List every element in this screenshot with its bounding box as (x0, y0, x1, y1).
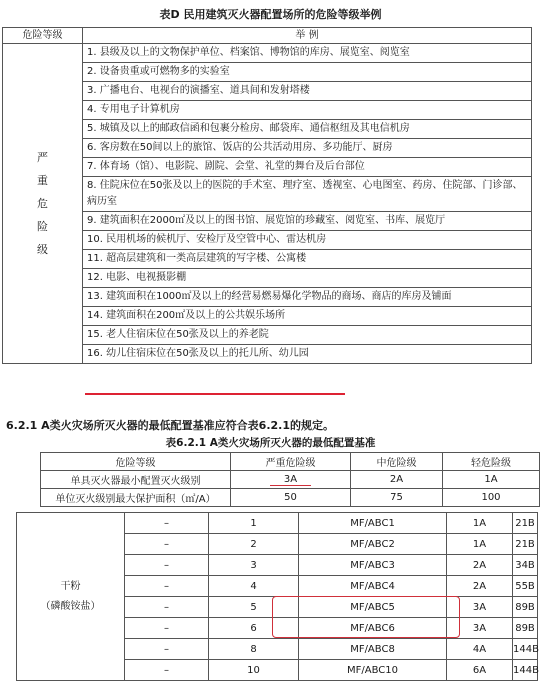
example-item: 9. 建筑面积在2000㎡及以上的图书馆、展览馆的珍藏室、阅览室、书库、展览厅 (83, 212, 532, 231)
table-row (3, 307, 532, 326)
level-char: 重 (37, 174, 48, 187)
level-cell-severe (3, 44, 83, 364)
b-rating-cell: 34B (513, 555, 538, 576)
level-char: 严 (37, 151, 48, 164)
dash-cell: – (125, 513, 209, 534)
value-cell: 2A (351, 471, 443, 489)
a-rating-cell: 1A (447, 513, 513, 534)
row-label: 单具灭火器最小配置灭火级别 (41, 471, 231, 489)
a-rating-cell: 6A (447, 660, 513, 681)
example-item: 15. 老人住宿床位在50张及以上的养老院 (83, 326, 532, 345)
b-rating-cell: 89B (513, 597, 538, 618)
example-item: 4. 专用电子计算机房 (83, 101, 532, 120)
agent-type-cell (17, 513, 125, 681)
dash-cell: – (125, 534, 209, 555)
size-cell: 4 (209, 576, 299, 597)
a-rating-cell: 4A (447, 639, 513, 660)
example-item: 11. 超高层建筑和一类高层建筑的写字楼、公寓楼 (83, 250, 532, 269)
b-rating-cell: 55B (513, 576, 538, 597)
header-cell: 严重危险级 (231, 453, 351, 471)
example-item: 12. 电影、电视摄影棚 (83, 269, 532, 288)
b-rating-cell: 89B (513, 618, 538, 639)
example-item: 8. 住院床位在50张及以上的医院的手术室、理疗室、透视室、心电图室、药房、住院部、门诊部、病历室 (83, 177, 532, 212)
value-cell: 1A (443, 471, 540, 489)
table-row (41, 489, 540, 507)
example-item: 7. 体育场（馆）、电影院、剧院、会堂、礼堂的舞台及后台部位 (83, 158, 532, 177)
size-cell: 1 (209, 513, 299, 534)
header-cell: 中危险级 (351, 453, 443, 471)
model-cell: MF/ABC8 (299, 639, 447, 660)
header-cell: 危险等级 (41, 453, 231, 471)
dash-cell: – (125, 639, 209, 660)
dash-cell: – (125, 660, 209, 681)
dash-cell: – (125, 618, 209, 639)
red-underline-annotation (85, 393, 345, 395)
min-config-baseline-table (40, 452, 540, 507)
a-rating-cell: 3A (447, 618, 513, 639)
model-cell: MF/ABC1 (299, 513, 447, 534)
level-char: 险 (37, 220, 48, 233)
header-cell: 轻危险级 (443, 453, 540, 471)
a-rating-cell: 1A (447, 534, 513, 555)
size-cell: 6 (209, 618, 299, 639)
value-text: 3A (270, 474, 311, 486)
table-row (3, 120, 532, 139)
table-row (3, 158, 532, 177)
table-d-title: 表D 民用建筑灭火器配置场所的危险等级举例 (159, 8, 382, 21)
table-row (3, 345, 532, 364)
example-item: 1. 县级及以上的文物保护单位、档案馆、博物馆的库房、展览室、阅览室 (83, 44, 532, 63)
table-row (3, 82, 532, 101)
agent-subtype: （磷酸铵盐） (40, 600, 101, 612)
table-row (3, 269, 532, 288)
b-rating-cell: 21B (513, 534, 538, 555)
a-rating-cell: 2A (447, 555, 513, 576)
table-row (3, 288, 532, 307)
table-row (3, 63, 532, 82)
table-row (3, 212, 532, 231)
agent-name: 干粉 (60, 580, 81, 592)
value-cell: 100 (443, 489, 540, 507)
table-row (41, 471, 540, 489)
model-cell: MF/ABC4 (299, 576, 447, 597)
hazard-level-examples-table (2, 27, 532, 364)
model-cell: MF/ABC5 (299, 597, 447, 618)
example-item: 6. 客房数在50间以上的旅馆、饭店的公共活动用房、多功能厅、厨房 (83, 139, 532, 158)
value-cell: 50 (231, 489, 351, 507)
b-rating-cell: 144B (513, 660, 538, 681)
table-row (3, 101, 532, 120)
size-cell: 5 (209, 597, 299, 618)
row-label: 单位灭火级别最大保护面积（㎡/A） (41, 489, 231, 507)
table-row (3, 139, 532, 158)
table-row (3, 326, 532, 345)
dash-cell: – (125, 555, 209, 576)
model-cell: MF/ABC2 (299, 534, 447, 555)
table-row (3, 250, 532, 269)
dash-cell: – (125, 576, 209, 597)
table-header-row (3, 28, 532, 44)
b-rating-cell: 21B (513, 513, 538, 534)
table-row (3, 231, 532, 250)
table-row (3, 44, 532, 63)
header-examples: 举 例 (83, 28, 532, 44)
table-6-2-1-title: 表6.2.1 A类火灾场所灭火器的最低配置基准 (165, 437, 376, 449)
size-cell: 3 (209, 555, 299, 576)
example-item: 10. 民用机场的候机厅、安检厅及空管中心、雷达机房 (83, 231, 532, 250)
example-item: 3. 广播电台、电视台的演播室、道具间和发射塔楼 (83, 82, 532, 101)
header-level: 危险等级 (3, 28, 83, 44)
value-cell: 75 (351, 489, 443, 507)
b-rating-cell: 144B (513, 639, 538, 660)
table-row (3, 177, 532, 212)
dash-cell: – (125, 597, 209, 618)
section-6-2-1-heading: 6.2.1 A类火灾场所灭火器的最低配置基准应符合表6.2.1的规定。 (6, 419, 334, 432)
level-char: 危 (37, 197, 48, 210)
level-char: 级 (37, 243, 48, 256)
red-highlight-box-annotation (272, 596, 460, 638)
table-header-row (41, 453, 540, 471)
size-cell: 10 (209, 660, 299, 681)
example-item: 5. 城镇及以上的邮政信函和包裹分检房、邮袋库、通信枢纽及其电信机房 (83, 120, 532, 139)
value-cell-severe (231, 471, 351, 489)
model-cell: MF/ABC3 (299, 555, 447, 576)
a-rating-cell: 3A (447, 597, 513, 618)
example-item: 14. 建筑面积在200㎡及以上的公共娱乐场所 (83, 307, 532, 326)
model-cell: MF/ABC6 (299, 618, 447, 639)
example-item-highlighted: 16. 幼儿住宿床位在50张及以上的托儿所、幼儿园 (83, 345, 532, 364)
size-cell: 8 (209, 639, 299, 660)
example-item: 13. 建筑面积在1000㎡及以上的经营易燃易爆化学物品的商场、商店的库房及铺面 (83, 288, 532, 307)
table-row (17, 513, 538, 534)
a-rating-cell: 2A (447, 576, 513, 597)
model-cell: MF/ABC10 (299, 660, 447, 681)
size-cell: 2 (209, 534, 299, 555)
example-item: 2. 设备贵重或可燃物多的实验室 (83, 63, 532, 82)
